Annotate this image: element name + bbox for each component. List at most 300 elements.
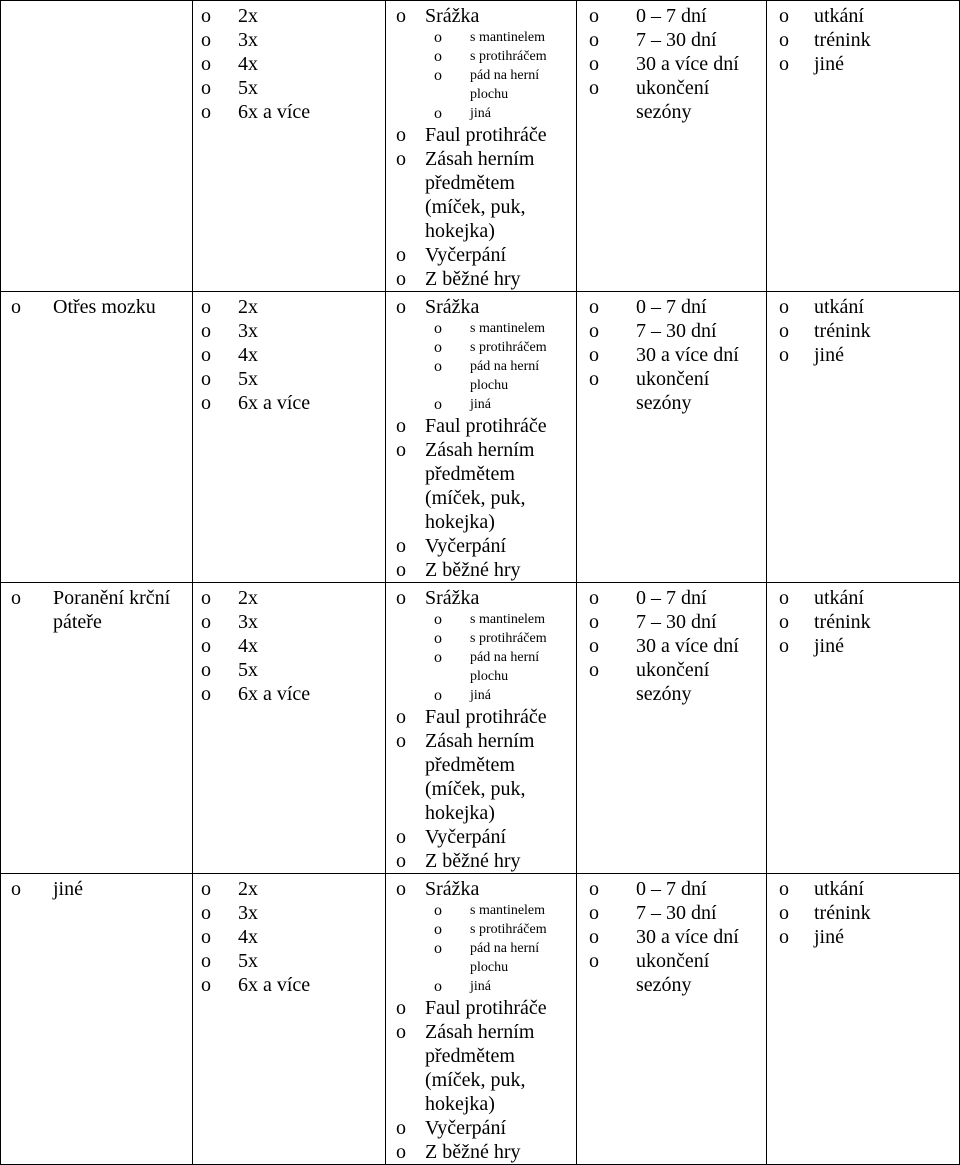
bullet-marker: o xyxy=(11,296,21,318)
cause-option-label: Vyčerpání xyxy=(425,1117,507,1139)
bullet-marker: o xyxy=(396,439,406,461)
cause-option-label: Zásah herním předmětem (míček, puk, hokejka) xyxy=(425,439,535,533)
collision-suboption-label: s protihráčem xyxy=(470,340,547,355)
absence-duration-options xyxy=(577,4,766,124)
cause-option-collision-label: Srážka xyxy=(425,878,480,900)
occurrence-count-option-label: 6x a více xyxy=(238,683,311,705)
bullet-marker: o xyxy=(589,77,599,99)
injury-context-option-label: utkání xyxy=(814,587,864,609)
absence-duration-option-label: 30 a více dní xyxy=(636,926,739,948)
bullet-marker: o xyxy=(779,635,789,657)
absence-duration-option[interactable] xyxy=(577,76,766,124)
occurrence-count-option-label: 4x xyxy=(238,344,258,366)
occurrence-count-cell xyxy=(193,292,386,583)
cause-option-collision-label: Srážka xyxy=(425,587,480,609)
cause-option-label: Z běžné hry xyxy=(425,1141,521,1163)
injury-context-cell xyxy=(767,1,960,292)
collision-suboption[interactable] xyxy=(386,47,576,66)
occurrence-count-options xyxy=(193,4,385,124)
bullet-marker: o xyxy=(589,611,599,633)
occurrence-count-option[interactable] xyxy=(193,295,385,319)
absence-duration-cell xyxy=(577,583,767,874)
bullet-marker: o xyxy=(201,29,211,51)
bullet-marker: o xyxy=(396,415,406,437)
collision-suboption-label: jiná xyxy=(470,688,491,703)
injury-context-cell xyxy=(767,874,960,1165)
bullet-marker: o xyxy=(779,344,789,366)
bullet-marker: o xyxy=(779,926,789,948)
bullet-marker: o xyxy=(779,53,789,75)
injury-cause-cell xyxy=(386,583,577,874)
injury-type-cell xyxy=(1,874,193,1165)
collision-suboption-label: jiná xyxy=(470,397,491,412)
bullet-marker: o xyxy=(201,296,211,318)
cause-option[interactable] xyxy=(386,267,576,291)
bullet-marker: o xyxy=(434,67,442,84)
cause-option-label: Vyčerpání xyxy=(425,535,507,557)
collision-suboption-label: s mantinelem xyxy=(470,321,546,336)
occurrence-count-cell xyxy=(193,583,386,874)
occurrence-count-option-label: 6x a více xyxy=(238,974,311,996)
occurrence-count-option[interactable] xyxy=(193,658,385,682)
bullet-marker: o xyxy=(396,1021,406,1043)
occurrence-count-option-label: 2x xyxy=(238,5,258,27)
injury-type-option-label: Otřes mozku xyxy=(53,296,156,318)
occurrence-count-option[interactable] xyxy=(193,586,385,610)
bullet-marker: o xyxy=(434,921,442,938)
bullet-marker: o xyxy=(779,29,789,51)
absence-duration-option-label: 7 – 30 dní xyxy=(636,29,717,51)
absence-duration-option-label: 30 a více dní xyxy=(636,53,739,75)
bullet-marker: o xyxy=(201,368,211,390)
injury-cause-options xyxy=(386,586,576,873)
occurrence-count-cell xyxy=(193,1,386,292)
bullet-marker: o xyxy=(396,559,406,581)
injury-context-option[interactable] xyxy=(767,634,959,658)
bullet-marker: o xyxy=(589,902,599,924)
bullet-marker: o xyxy=(589,29,599,51)
occurrence-count-options xyxy=(193,586,385,706)
absence-duration-cell xyxy=(577,874,767,1165)
bullet-marker: o xyxy=(396,1117,406,1139)
occurrence-count-option[interactable] xyxy=(193,52,385,76)
absence-duration-option-label: 30 a více dní xyxy=(636,635,739,657)
bullet-marker: o xyxy=(396,148,406,170)
occurrence-count-option-label: 5x xyxy=(238,950,258,972)
collision-suboption[interactable] xyxy=(386,28,576,47)
absence-duration-option-label: ukončení sezóny xyxy=(636,950,710,996)
table-row xyxy=(1,1,960,292)
bullet-marker: o xyxy=(589,635,599,657)
bullet-marker: o xyxy=(201,683,211,705)
absence-duration-option-label: 7 – 30 dní xyxy=(636,320,717,342)
bullet-marker: o xyxy=(589,950,599,972)
occurrence-count-option[interactable] xyxy=(193,925,385,949)
collision-suboption[interactable] xyxy=(386,686,576,705)
bullet-marker: o xyxy=(396,997,406,1019)
collision-suboption[interactable] xyxy=(386,920,576,939)
occurrence-count-option[interactable] xyxy=(193,391,385,415)
occurrence-count-option[interactable] xyxy=(193,343,385,367)
injury-context-cell xyxy=(767,583,960,874)
occurrence-count-option[interactable] xyxy=(193,28,385,52)
occurrence-count-option-label: 6x a více xyxy=(238,101,311,123)
bullet-marker: o xyxy=(201,635,211,657)
occurrence-count-option-label: 4x xyxy=(238,926,258,948)
bullet-marker: o xyxy=(396,244,406,266)
injury-context-option-label: utkání xyxy=(814,296,864,318)
injury-context-option-label: jiné xyxy=(814,926,844,948)
absence-duration-option-label: 0 – 7 dní xyxy=(636,5,707,27)
occurrence-count-option-label: 3x xyxy=(238,320,258,342)
injury-cause-cell xyxy=(386,874,577,1165)
occurrence-count-option[interactable] xyxy=(193,973,385,997)
cause-option-label: Z běžné hry xyxy=(425,559,521,581)
injury-context-option-label: jiné xyxy=(814,53,844,75)
bullet-marker: o xyxy=(396,587,406,609)
occurrence-count-option-label: 5x xyxy=(238,659,258,681)
occurrence-count-option-label: 3x xyxy=(238,611,258,633)
occurrence-count-option-label: 5x xyxy=(238,368,258,390)
collision-suboption[interactable] xyxy=(386,104,576,123)
collision-suboption-label: s protihráčem xyxy=(470,49,547,64)
bullet-marker: o xyxy=(396,878,406,900)
injury-context-option-label: jiné xyxy=(814,635,844,657)
absence-duration-option-label: 7 – 30 dní xyxy=(636,902,717,924)
absence-duration-option[interactable] xyxy=(577,295,766,319)
collision-suboption-label: pád na herní plochu xyxy=(470,941,540,975)
bullet-marker: o xyxy=(589,368,599,390)
injury-context-option-label: trénink xyxy=(814,29,871,51)
bullet-marker: o xyxy=(589,878,599,900)
cause-option-collision[interactable] xyxy=(386,877,576,901)
collision-suboption-label: s mantinelem xyxy=(470,30,546,45)
bullet-marker: o xyxy=(589,5,599,27)
bullet-marker: o xyxy=(589,344,599,366)
injury-type-cell xyxy=(1,292,193,583)
bullet-marker: o xyxy=(201,77,211,99)
absence-duration-option-label: ukončení sezóny xyxy=(636,368,710,414)
injury-context-option[interactable] xyxy=(767,901,959,925)
injury-context-option[interactable] xyxy=(767,586,959,610)
bullet-marker: o xyxy=(201,101,211,123)
table-row xyxy=(1,874,960,1165)
absence-duration-option-label: ukončení sezóny xyxy=(636,659,710,705)
cause-option-label: Vyčerpání xyxy=(425,244,507,266)
bullet-marker: o xyxy=(779,878,789,900)
collision-suboption[interactable] xyxy=(386,66,576,104)
occurrence-count-option[interactable] xyxy=(193,4,385,28)
injury-context-option[interactable] xyxy=(767,343,959,367)
bullet-marker: o xyxy=(434,902,442,919)
collision-suboption[interactable] xyxy=(386,338,576,357)
cause-option[interactable] xyxy=(386,123,576,147)
bullet-marker: o xyxy=(434,29,442,46)
absence-duration-cell xyxy=(577,1,767,292)
absence-duration-options xyxy=(577,586,766,706)
collision-suboption[interactable] xyxy=(386,357,576,395)
injury-type-option-label: jiné xyxy=(53,878,83,900)
absence-duration-option[interactable] xyxy=(577,343,766,367)
cause-option-label: Vyčerpání xyxy=(425,826,507,848)
injury-type-options xyxy=(1,586,192,634)
bullet-marker: o xyxy=(201,587,211,609)
occurrence-count-option[interactable] xyxy=(193,610,385,634)
bullet-marker: o xyxy=(201,926,211,948)
injury-cause-cell xyxy=(386,292,577,583)
injury-type-option[interactable] xyxy=(1,295,192,319)
occurrence-count-option[interactable] xyxy=(193,634,385,658)
collision-suboption[interactable] xyxy=(386,901,576,920)
cause-option[interactable] xyxy=(386,996,576,1020)
cause-option-collision[interactable] xyxy=(386,295,576,319)
collision-suboption[interactable] xyxy=(386,648,576,686)
occurrence-count-option[interactable] xyxy=(193,877,385,901)
occurrence-count-option[interactable] xyxy=(193,100,385,124)
bullet-marker: o xyxy=(434,105,442,122)
bullet-marker: o xyxy=(434,687,442,704)
occurrence-count-option[interactable] xyxy=(193,949,385,973)
injury-type-cell xyxy=(1,583,193,874)
occurrence-count-options xyxy=(193,295,385,415)
bullet-marker: o xyxy=(201,659,211,681)
cause-option-label: Zásah herním předmětem (míček, puk, hokejka) xyxy=(425,148,535,242)
injury-type-cell xyxy=(1,1,193,292)
bullet-marker: o xyxy=(201,392,211,414)
bullet-marker: o xyxy=(11,878,21,900)
cause-option[interactable] xyxy=(386,534,576,558)
bullet-marker: o xyxy=(396,850,406,872)
bullet-marker: o xyxy=(396,1141,406,1163)
injury-context-option[interactable] xyxy=(767,610,959,634)
collision-suboption[interactable] xyxy=(386,610,576,629)
collision-suboption-label: s mantinelem xyxy=(470,612,546,627)
injury-cause-options xyxy=(386,877,576,1164)
bullet-marker: o xyxy=(201,53,211,75)
bullet-marker: o xyxy=(201,5,211,27)
cause-option[interactable] xyxy=(386,1116,576,1140)
occurrence-count-option-label: 3x xyxy=(238,29,258,51)
cause-option-label: Zásah herním předmětem (míček, puk, hokejka) xyxy=(425,1021,535,1115)
table-row xyxy=(1,292,960,583)
cause-option-label: Faul protihráče xyxy=(425,997,547,1019)
bullet-marker: o xyxy=(434,48,442,65)
cause-option-label: Z běžné hry xyxy=(425,850,521,872)
injury-type-options xyxy=(1,877,192,901)
bullet-marker: o xyxy=(396,124,406,146)
injury-cause-cell xyxy=(386,1,577,292)
cause-option-collision-label: Srážka xyxy=(425,296,480,318)
absence-duration-option[interactable] xyxy=(577,319,766,343)
bullet-marker: o xyxy=(201,902,211,924)
absence-duration-cell xyxy=(577,292,767,583)
bullet-marker: o xyxy=(434,649,442,666)
bullet-marker: o xyxy=(201,974,211,996)
bullet-marker: o xyxy=(201,344,211,366)
bullet-marker: o xyxy=(396,5,406,27)
bullet-marker: o xyxy=(779,611,789,633)
cause-option[interactable] xyxy=(386,147,576,243)
cause-option-collision[interactable] xyxy=(386,4,576,28)
cause-option[interactable] xyxy=(386,558,576,582)
bullet-marker: o xyxy=(434,358,442,375)
injury-context-option[interactable] xyxy=(767,28,959,52)
occurrence-count-option[interactable] xyxy=(193,319,385,343)
injury-context-option[interactable] xyxy=(767,4,959,28)
bullet-marker: o xyxy=(396,730,406,752)
bullet-marker: o xyxy=(396,296,406,318)
injury-type-options xyxy=(1,295,192,319)
absence-duration-option[interactable] xyxy=(577,28,766,52)
absence-duration-option[interactable] xyxy=(577,4,766,28)
occurrence-count-cell xyxy=(193,874,386,1165)
injury-context-option[interactable] xyxy=(767,295,959,319)
absence-duration-option-label: ukončení sezóny xyxy=(636,77,710,123)
cause-option[interactable] xyxy=(386,705,576,729)
bullet-marker: o xyxy=(589,926,599,948)
cause-option[interactable] xyxy=(386,438,576,534)
occurrence-count-option-label: 4x xyxy=(238,635,258,657)
cause-option-collision-label: Srážka xyxy=(425,5,480,27)
collision-suboption-label: s mantinelem xyxy=(470,903,546,918)
cause-option-label: Faul protihráče xyxy=(425,415,547,437)
bullet-marker: o xyxy=(779,320,789,342)
injury-context-options xyxy=(767,4,959,76)
injury-cause-options xyxy=(386,4,576,291)
bullet-marker: o xyxy=(201,950,211,972)
absence-duration-option-label: 0 – 7 dní xyxy=(636,878,707,900)
occurrence-count-option-label: 2x xyxy=(238,878,258,900)
absence-duration-option[interactable] xyxy=(577,586,766,610)
cause-option-label: Faul protihráče xyxy=(425,706,547,728)
collision-suboption-label: pád na herní plochu xyxy=(470,68,540,102)
injury-context-options xyxy=(767,877,959,949)
collision-suboption-label: jiná xyxy=(470,106,491,121)
bullet-marker: o xyxy=(396,268,406,290)
occurrence-count-option[interactable] xyxy=(193,76,385,100)
cause-option[interactable] xyxy=(386,414,576,438)
occurrence-count-option-label: 2x xyxy=(238,587,258,609)
cause-option-label: Zásah herním předmětem (míček, puk, hokejka) xyxy=(425,730,535,824)
bullet-marker: o xyxy=(201,320,211,342)
injury-context-cell xyxy=(767,292,960,583)
bullet-marker: o xyxy=(434,978,442,995)
injury-cause-options xyxy=(386,295,576,582)
bullet-marker: o xyxy=(434,320,442,337)
absence-duration-option-label: 0 – 7 dní xyxy=(636,587,707,609)
bullet-marker: o xyxy=(779,587,789,609)
cause-option[interactable] xyxy=(386,825,576,849)
absence-duration-option-label: 0 – 7 dní xyxy=(636,296,707,318)
injury-context-options xyxy=(767,586,959,658)
absence-duration-option[interactable] xyxy=(577,634,766,658)
absence-duration-option[interactable] xyxy=(577,949,766,997)
bullet-marker: o xyxy=(779,5,789,27)
injury-context-option-label: utkání xyxy=(814,5,864,27)
cause-option[interactable] xyxy=(386,1020,576,1116)
bullet-marker: o xyxy=(396,826,406,848)
injury-type-option[interactable] xyxy=(1,877,192,901)
injury-context-option-label: trénink xyxy=(814,611,871,633)
cause-option-label: Faul protihráče xyxy=(425,124,547,146)
bullet-marker: o xyxy=(396,706,406,728)
bullet-marker: o xyxy=(779,902,789,924)
injury-context-option[interactable] xyxy=(767,319,959,343)
collision-suboption-label: pád na herní plochu xyxy=(470,650,540,684)
table-row xyxy=(1,583,960,874)
absence-duration-options xyxy=(577,295,766,415)
absence-duration-option[interactable] xyxy=(577,877,766,901)
injury-context-option-label: trénink xyxy=(814,320,871,342)
injury-context-option[interactable] xyxy=(767,52,959,76)
bullet-marker: o xyxy=(201,878,211,900)
cause-option[interactable] xyxy=(386,849,576,873)
occurrence-count-options xyxy=(193,877,385,997)
cause-option[interactable] xyxy=(386,243,576,267)
collision-suboption[interactable] xyxy=(386,977,576,996)
occurrence-count-option[interactable] xyxy=(193,682,385,706)
occurrence-count-option-label: 4x xyxy=(238,53,258,75)
injury-context-option[interactable] xyxy=(767,925,959,949)
cause-option-collision[interactable] xyxy=(386,586,576,610)
collision-suboption[interactable] xyxy=(386,629,576,648)
absence-duration-option[interactable] xyxy=(577,367,766,415)
collision-suboption-label: s protihráčem xyxy=(470,922,547,937)
bullet-marker: o xyxy=(434,396,442,413)
cause-option[interactable] xyxy=(386,1140,576,1164)
occurrence-count-option-label: 2x xyxy=(238,296,258,318)
bullet-marker: o xyxy=(589,587,599,609)
bullet-marker: o xyxy=(589,320,599,342)
cause-option-label: Z běžné hry xyxy=(425,268,521,290)
injury-context-options xyxy=(767,295,959,367)
bullet-marker: o xyxy=(779,296,789,318)
bullet-marker: o xyxy=(11,587,21,609)
cause-option[interactable] xyxy=(386,729,576,825)
occurrence-count-option[interactable] xyxy=(193,901,385,925)
bullet-marker: o xyxy=(589,659,599,681)
absence-duration-options xyxy=(577,877,766,997)
absence-duration-option[interactable] xyxy=(577,925,766,949)
injury-context-option-label: trénink xyxy=(814,902,871,924)
bullet-marker: o xyxy=(201,611,211,633)
occurrence-count-option-label: 6x a více xyxy=(238,392,311,414)
collision-suboption[interactable] xyxy=(386,319,576,338)
absence-duration-option[interactable] xyxy=(577,52,766,76)
absence-duration-option[interactable] xyxy=(577,901,766,925)
bullet-marker: o xyxy=(589,296,599,318)
injury-context-option[interactable] xyxy=(767,877,959,901)
occurrence-count-option-label: 3x xyxy=(238,902,258,924)
collision-suboption[interactable] xyxy=(386,939,576,977)
absence-duration-option[interactable] xyxy=(577,610,766,634)
injury-context-option-label: utkání xyxy=(814,878,864,900)
bullet-marker: o xyxy=(434,630,442,647)
bullet-marker: o xyxy=(434,940,442,957)
injury-type-option[interactable] xyxy=(1,586,192,634)
occurrence-count-option-label: 5x xyxy=(238,77,258,99)
absence-duration-option-label: 30 a více dní xyxy=(636,344,739,366)
table-body xyxy=(1,1,960,1165)
bullet-marker: o xyxy=(434,611,442,628)
injury-context-option-label: jiné xyxy=(814,344,844,366)
absence-duration-option[interactable] xyxy=(577,658,766,706)
collision-suboption-label: s protihráčem xyxy=(470,631,547,646)
occurrence-count-option[interactable] xyxy=(193,367,385,391)
absence-duration-option-label: 7 – 30 dní xyxy=(636,611,717,633)
collision-suboption[interactable] xyxy=(386,395,576,414)
injury-type-option-label: Poranění krční páteře xyxy=(53,587,171,633)
